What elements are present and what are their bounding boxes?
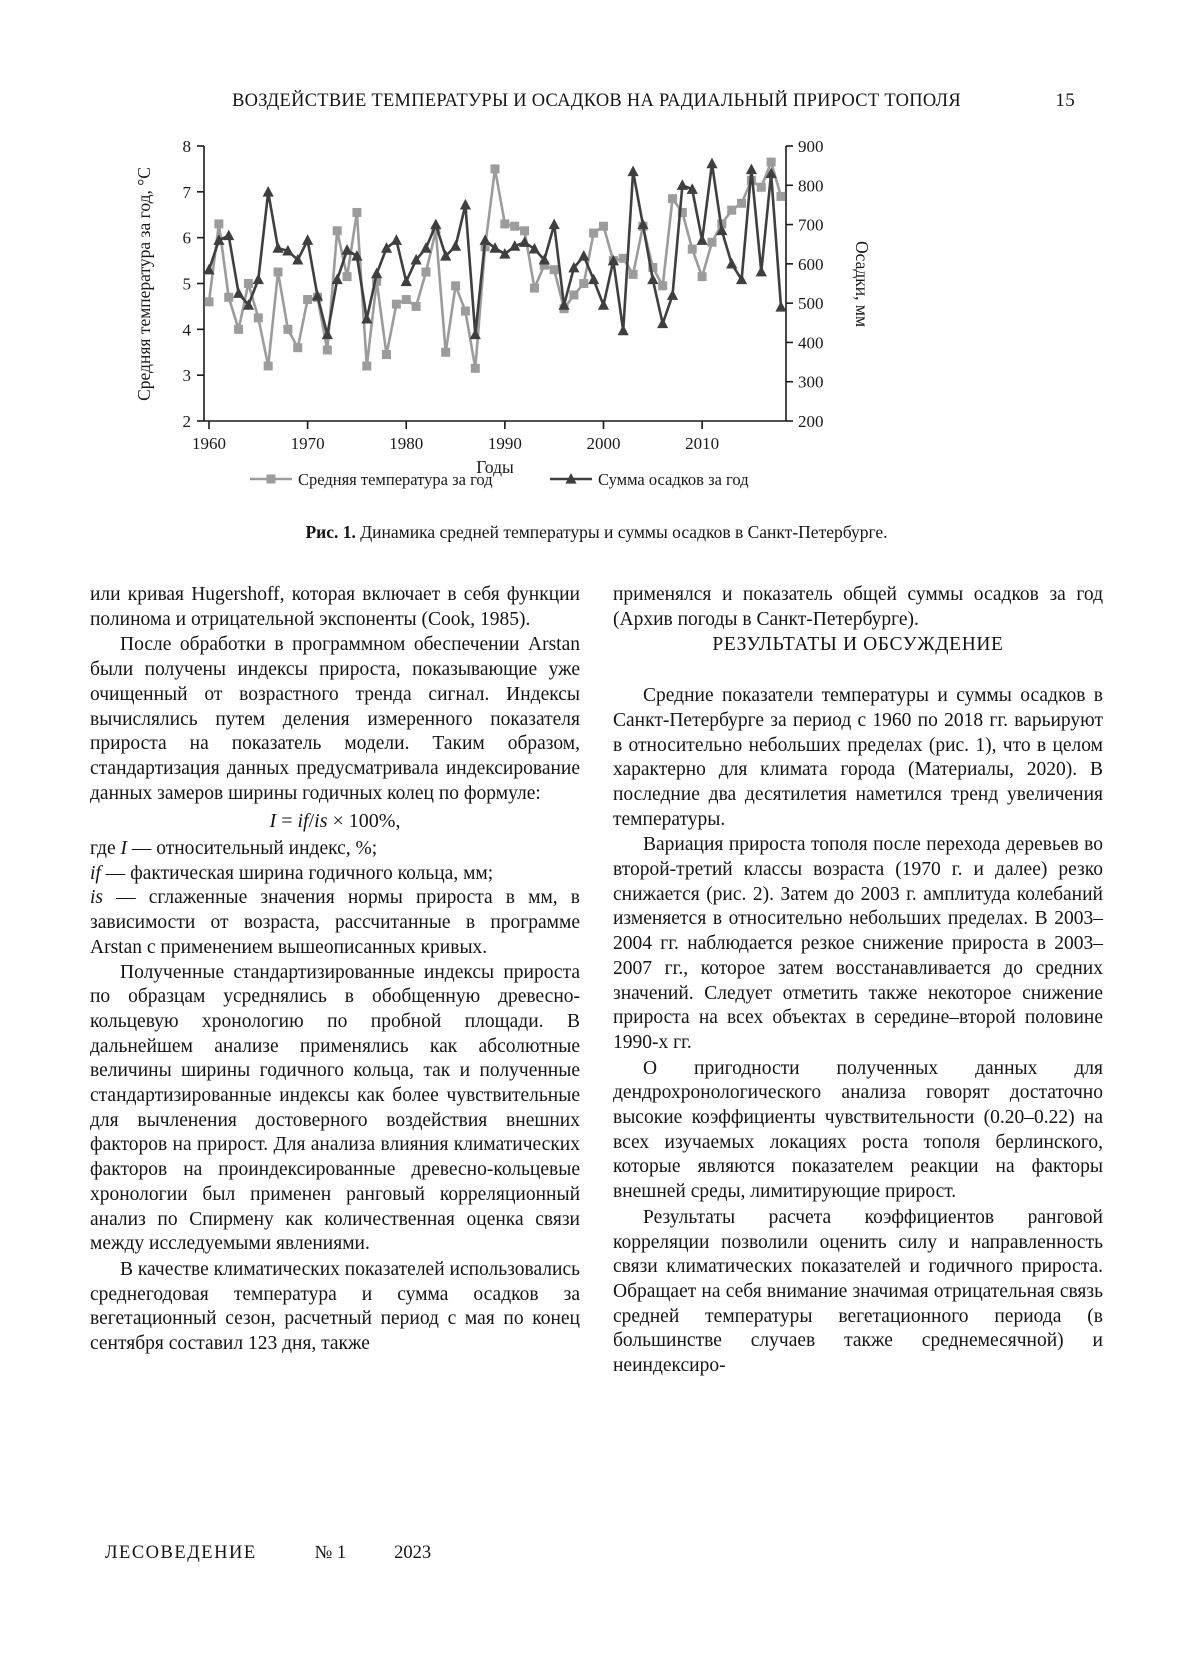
- svg-text:5: 5: [182, 274, 191, 294]
- svg-text:4: 4: [182, 320, 191, 340]
- formula-definition: if — фактическая ширина годичного кольца, мм;: [90, 862, 494, 884]
- page-header: [90, 90, 1103, 112]
- right-column: [613, 583, 1103, 1379]
- page-footer: [105, 1543, 431, 1564]
- left-column: [90, 583, 580, 1379]
- formula-var: if: [297, 810, 309, 833]
- formula-definition: где I — относительный индекс, %;: [90, 838, 378, 860]
- paragraph: О пригодности полученных данных для дендрохронологического анализа говорят достаточно высокие коэффициенты чувствительности (0.20–0.22) на всех изучаемых локациях роста тополя берлинского, которые являются показателем реакции на факторы внешней среды, лимитирующие прирост.: [613, 1057, 1103, 1203]
- section-heading: РЕЗУЛЬТАТЫ И ОБСУЖДЕНИЕ: [712, 634, 1004, 656]
- journal-name: ЛЕСОВЕДЕНИЕ: [105, 1543, 257, 1563]
- svg-text:Годы: Годы: [476, 457, 514, 477]
- issue-number: № 1: [314, 1543, 347, 1563]
- formula-var: I: [269, 810, 277, 833]
- paragraph: применялся и показатель общей суммы осадков за год (Архив погоды в Санкт-Петербурге).: [613, 584, 1103, 630]
- svg-text:Средняя температура за год: Средняя температура за год: [298, 470, 493, 489]
- paragraph: Вариация прироста тополя после перехода деревьев во второй-третий классы возраста (1970 г. и далее) резко снижается (рис. 2). Затем до 2003 г. амплитуда колебаний изменяется в относительно небольших пределах. В 2003–2004 гг. наблюдается резкое снижение прироста в 2003–2007 гг., которое затем восстанавливается до средних значений. Следует отметить также некоторое снижение прироста на всех объектах в середине–второй половине 1990-х гг.: [613, 834, 1103, 1053]
- svg-text:700: 700: [798, 215, 824, 235]
- svg-text:1980: 1980: [389, 434, 424, 453]
- svg-text:2010: 2010: [685, 434, 720, 453]
- paragraph: Средние показатели температуры и суммы осадков в Санкт-Петербурге за период с 1960 по 2018 гг. варьируют в относительно небольших пределах (рис. 1), что в целом характерно для климата города (Материалы, 2020). В последние два десятилетия наметился тренд увеличения температуры.: [613, 685, 1103, 830]
- svg-text:6: 6: [182, 228, 191, 248]
- figure-caption-text: Динамика средней температуры и суммы осадков в Санкт-Петербурге.: [355, 522, 888, 542]
- figure-caption: [90, 522, 1103, 543]
- svg-text:8: 8: [182, 138, 191, 156]
- svg-text:1970: 1970: [290, 434, 325, 453]
- figure-caption-label: Рис. 1.: [305, 522, 356, 542]
- footer-year: 2023: [394, 1543, 432, 1563]
- figure-1: [132, 138, 872, 496]
- formula: I = if/is × 100%,: [269, 810, 401, 833]
- svg-text:500: 500: [798, 294, 824, 314]
- svg-text:Осадки, мм: Осадки, мм: [852, 240, 872, 328]
- formula-definition: is — сглаженные значения нормы прироста в мм, в зависимости от возраста, рассчитанные в программе Arstan с применением вышеописанных кривых.: [90, 887, 580, 958]
- figure-1-chart: [132, 138, 872, 496]
- svg-text:1960: 1960: [192, 434, 226, 453]
- svg-text:900: 900: [798, 138, 824, 156]
- formula-var: is: [314, 810, 328, 833]
- svg-text:800: 800: [798, 176, 824, 196]
- svg-text:7: 7: [182, 182, 191, 202]
- svg-text:200: 200: [798, 412, 824, 431]
- svg-text:300: 300: [798, 372, 824, 392]
- page-number: 15: [1055, 90, 1075, 111]
- body-text: [90, 583, 1103, 1379]
- svg-text:2000: 2000: [586, 434, 621, 453]
- svg-text:Средняя температура за год, °C: Средняя температура за год, °C: [134, 167, 154, 401]
- paragraph: Результаты расчета коэффициентов ранговой корреляции позволили оценить силу и направленность связи климатических показателей и годичного прироста. Обращает на себя внимание значимая отрицательная связь средней температуры вегетационного периода (в большинстве случаев также среднемесячной) и неиндексиро-: [613, 1206, 1103, 1377]
- climate-line-chart: [132, 138, 872, 496]
- svg-text:1990: 1990: [487, 434, 522, 453]
- paragraph: В качестве климатических показателей использовались среднегодовая температура и сумма осадков за вегетационный сезон, расчетный период с мая по конец сентября составил 123 дня, также: [90, 1258, 580, 1355]
- running-title: ВОЗДЕЙСТВИЕ ТЕМПЕРАТУРЫ И ОСАДКОВ НА РАДИАЛЬНЫЙ ПРИРОСТ ТОПОЛЯ: [232, 90, 961, 111]
- paragraph: Полученные стандартизированные индексы прироста по образцам усреднялись в обобщенную древесно-кольцевую хронологию по пробной площади. В дальнейшем анализе применялись как абсолютные величины ширины годичного кольца, так и полученные стандартизированные индексы как более чувствительные для вычленения достоверного воздействия внешних факторов на прирост. Для анализа влияния климатических факторов на проиндексированные древесно-кольцевые хронологии был применен ранговый корреляционный анализ по Спирмену как количественная оценка связи между исследуемыми явлениями.: [90, 961, 580, 1255]
- svg-text:400: 400: [798, 333, 824, 353]
- paragraph: После обработки в программном обеспечении Arstan были получены индексы прироста, показывающие уже очищенный от возрастного тренда сигнал. Индексы вычислялись путем деления измеренного показателя прироста на показатель модели. Таким образом, стандартизация данных предусматривала индексирование данных замеров ширины годичных колец по формуле:: [90, 634, 580, 804]
- svg-text:2: 2: [182, 412, 191, 431]
- paragraph: или кривая Hugershoff, которая включает в себя функции полинома и отрицательной экспоненты (Cook, 1985).: [90, 584, 580, 630]
- svg-text:Сумма осадков за год: Сумма осадков за год: [598, 470, 749, 489]
- svg-text:600: 600: [798, 254, 824, 274]
- svg-text:3: 3: [182, 366, 191, 386]
